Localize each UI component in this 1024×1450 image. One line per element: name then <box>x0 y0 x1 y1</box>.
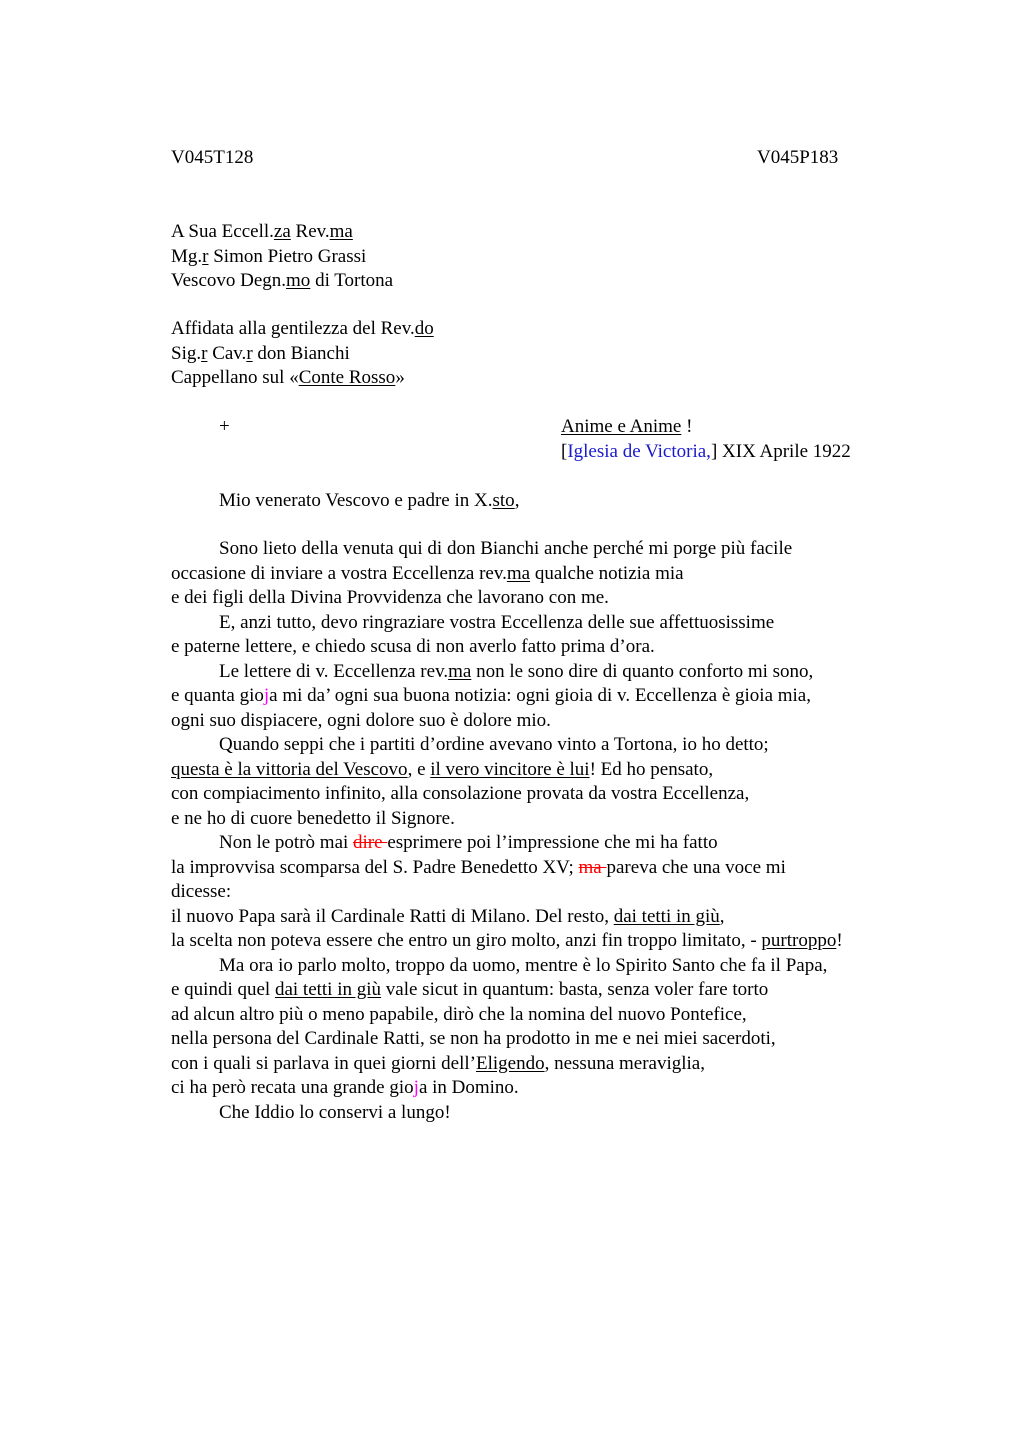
body-line: con compiacimento infinito, alla consolazione provata da vostra Eccellenza, <box>171 783 750 804</box>
letter-body <box>171 537 843 1125</box>
delivery-line-2: Sig.r Cav.r don Bianchi <box>171 342 350 364</box>
body-line: e quanta gioja mi da’ ogni sua buona notizia: ogni gioia di v. Eccellenza è gioia mia, <box>171 685 811 706</box>
body-line: Non le potrò mai dire esprimere poi l’impressione che mi ha fatto <box>219 832 718 853</box>
letter-title: Anime e Anime ! <box>561 416 693 437</box>
body-line: la scelta non poteva essere che entro un giro molto, anzi fin troppo limitato, - purtroppo! <box>171 930 843 951</box>
body-line: E, anzi tutto, devo ringraziare vostra Eccellenza delle sue affettuosissime <box>219 611 775 633</box>
body-line: e paterne lettere, e chiedo scusa di non averlo fatto prima d’ora. <box>171 636 655 657</box>
salutation: Mio venerato Vescovo e padre in X.sto, <box>219 490 520 511</box>
address-line-1: A Sua Eccell.za Rev.ma <box>171 221 353 242</box>
body-line: il nuovo Papa sarà il Cardinale Ratti di Milano. Del resto, dai tetti in giù, <box>171 905 725 927</box>
address-line-2: Mg.r Simon Pietro Grassi <box>171 245 367 267</box>
body-line: Quando seppi che i partiti d’ordine avevano vinto a Tortona, io ho detto; <box>219 734 769 755</box>
body-line: e dei figli della Divina Provvidenza che lavorano con me. <box>171 587 609 608</box>
body-line: Sono lieto della venuta qui di don Bianchi anche perché mi porge più facile <box>219 538 793 559</box>
dateline: [Iglesia de Victoria,] XIX Aprile 1922 <box>561 441 851 462</box>
header-left-code: V045T128 <box>171 147 254 168</box>
body-line: questa è la vittoria del Vescovo, e il vero vincitore è lui! Ed ho pensato, <box>171 758 714 780</box>
body-line: dicesse: <box>171 881 232 902</box>
delivery-line-3: Cappellano sul «Conte Rosso» <box>171 367 405 388</box>
delivery-note <box>171 317 434 391</box>
body-line: la improvvisa scomparsa del S. Padre Benedetto XV; ma pareva che una voce mi <box>171 856 786 878</box>
body-line: Le lettere di v. Eccellenza rev.ma non le sono dire di quanto conforto mi sono, <box>219 660 814 682</box>
body-line: Ma ora io parlo molto, troppo da uomo, mentre è lo Spirito Santo che fa il Papa, <box>219 954 828 976</box>
recipient-address <box>171 220 393 294</box>
body-line: ogni suo dispiacere, ogni dolore suo è dolore mio. <box>171 709 551 731</box>
insertion-mark: j <box>263 685 270 706</box>
body-line: Che Iddio lo conservi a lungo! <box>219 1101 451 1123</box>
header-right-code: V045P183 <box>757 147 839 168</box>
body-line: e quindi quel dai tetti in giù vale sicut in quantum: basta, senza voler fare torto <box>171 979 769 1000</box>
body-line: con i quali si parlava in quei giorni dell’Eligendo, nessuna meraviglia, <box>171 1052 705 1074</box>
body-line: ad alcun altro più o meno papabile, dirò che la nomina del nuovo Pontefice, <box>171 1003 747 1025</box>
body-line: e ne ho di cuore benedetto il Signore. <box>171 807 455 829</box>
address-line-3: Vescovo Degn.mo di Tortona <box>171 270 394 291</box>
body-line: nella persona del Cardinale Ratti, se non ha prodotto in me e nei miei sacerdoti, <box>171 1028 776 1049</box>
deletion-mark: ma <box>578 856 607 878</box>
body-line: ci ha però recata una grande gioja in Domino. <box>171 1077 519 1098</box>
insertion-mark: j <box>413 1077 419 1098</box>
deletion-mark: dire <box>353 832 388 853</box>
cross-mark: + <box>219 416 230 437</box>
body-line: occasione di inviare a vostra Eccellenza rev.ma qualche notizia mia <box>171 562 684 584</box>
delivery-line-1: Affidata alla gentilezza del Rev.do <box>171 318 434 339</box>
